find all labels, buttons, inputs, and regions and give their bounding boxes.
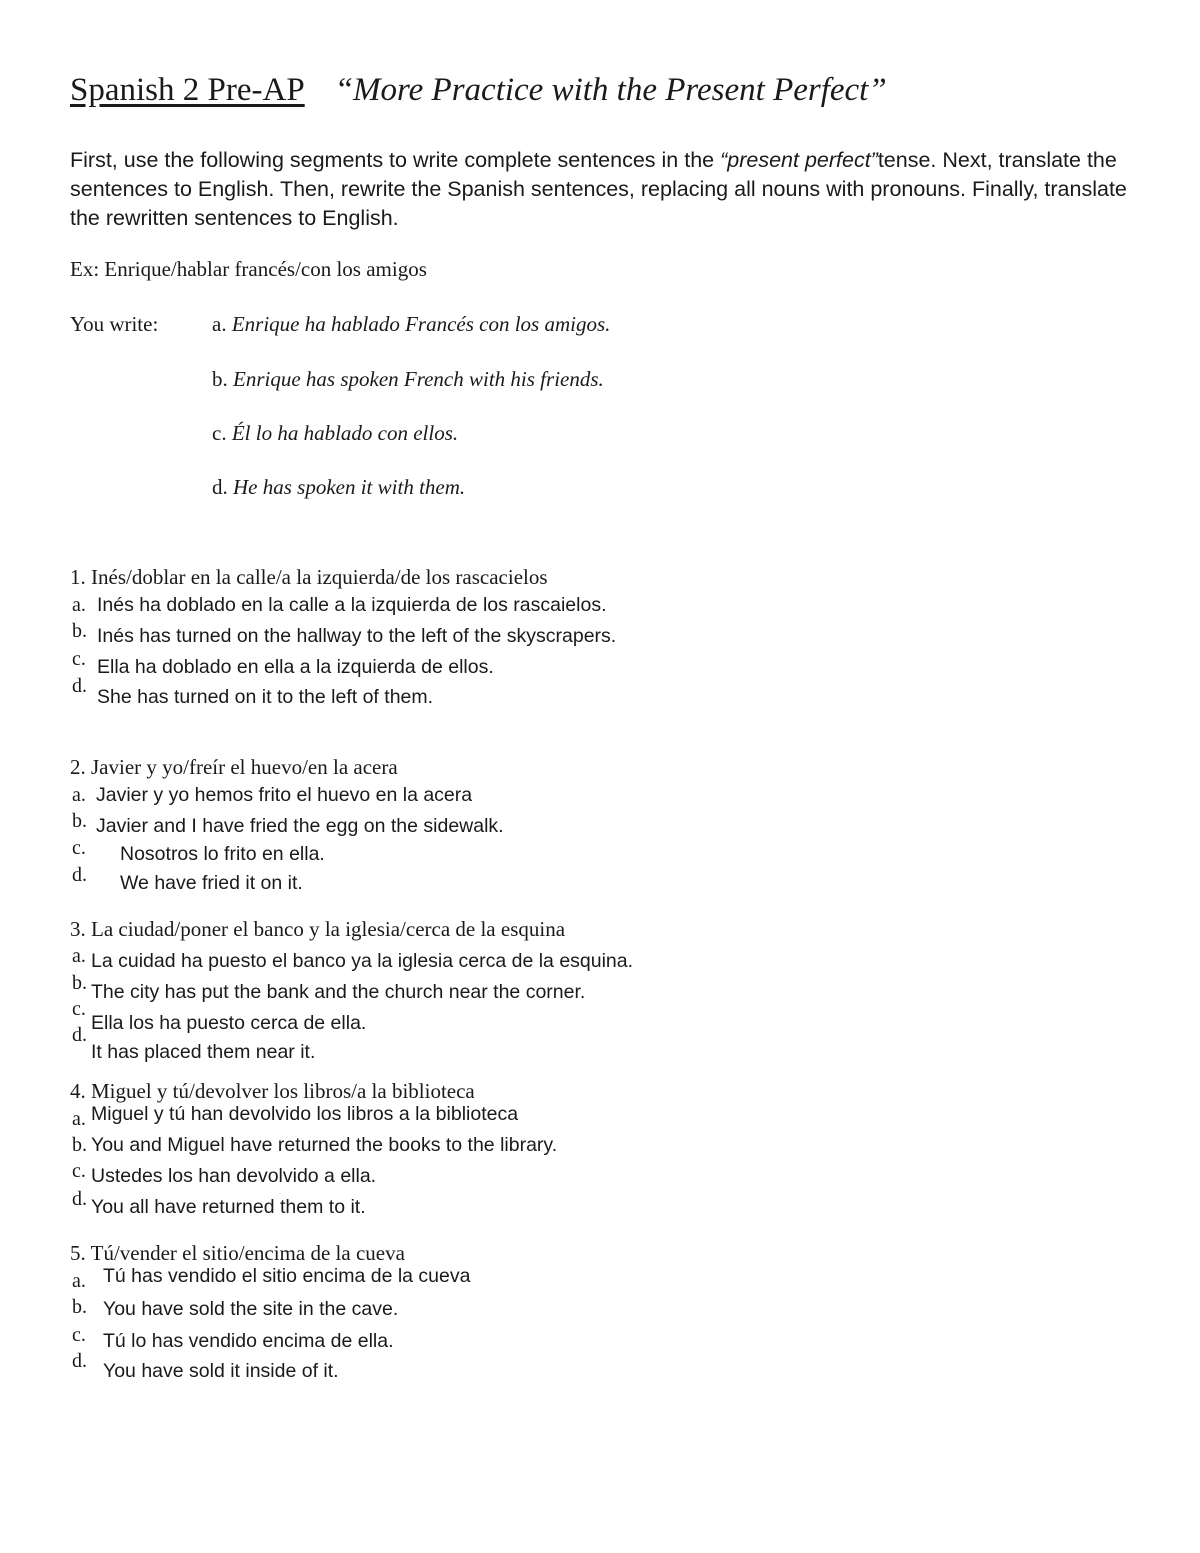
answer-letter: d. — [72, 1350, 87, 1372]
instructions — [70, 146, 1130, 233]
instructions-text-2: tense. Next, translate the sentences to English. Then, rewrite the Spanish sentences, replacing all nouns with pronouns. Finally, translate the rewritten sentences to English. — [70, 148, 1127, 230]
exercise-5-prompt: 5. Tú/vender el sitio/encima de la cueva — [70, 1241, 405, 1265]
example-line-c — [212, 421, 458, 446]
example-line-a — [212, 312, 610, 337]
exercise-2-answer-a: Javier y yo hemos frito el huevo en la acera — [96, 784, 473, 806]
exercise-3-prompt: 3. La ciudad/poner el banco y la iglesia/cerca de la esquina — [70, 917, 566, 941]
exercise-4-answer-a: Miguel y tú han devolvido los libros a la biblioteca — [91, 1103, 519, 1125]
exercise-3-answer-c: Ella los ha puesto cerca de ella. — [91, 1012, 367, 1034]
example-text: Enrique has spoken French with his friends. — [233, 367, 604, 391]
exercise-1-answer-d: She has turned on it to the left of them. — [97, 686, 434, 708]
exercise-3-answer-d: It has placed them near it. — [91, 1041, 316, 1063]
example-text: Él lo ha hablado con ellos. — [231, 421, 459, 445]
exercise-1-answer-c: Ella ha doblado en ella a la izquierda de ellos. — [97, 656, 494, 678]
example-line-d — [212, 475, 465, 500]
answer-letter: a. — [72, 594, 86, 616]
example-prompt: Ex: Enrique/hablar francés/con los amigos — [70, 257, 427, 281]
answer-letter: d. — [72, 1188, 87, 1210]
exercise-2-answer-d: We have fried it on it. — [120, 872, 303, 894]
exercise-5-answer-a: Tú has vendido el sitio encima de la cueva — [103, 1265, 471, 1287]
answer-letter: a. — [72, 784, 86, 806]
answer-letter: b. — [72, 620, 87, 642]
exercise-4-answer-b: You and Miguel have returned the books to the library. — [91, 1134, 558, 1156]
exercise-3-answer-b: The city has put the bank and the church near the corner. — [91, 981, 586, 1003]
exercise-4-answer-d: You all have returned them to it. — [91, 1196, 366, 1218]
answer-letter: d. — [72, 675, 87, 697]
answer-letter: c. — [72, 998, 86, 1020]
example-letter: c. — [212, 421, 227, 445]
answer-letter: c. — [72, 837, 86, 859]
exercise-5-answer-d: You have sold it inside of it. — [103, 1360, 339, 1382]
example-letter: a. — [212, 312, 227, 336]
instructions-text-1: First, use the following segments to write complete sentences in the — [70, 148, 721, 172]
exercise-1-prompt: 1. Inés/doblar en la calle/a la izquierda/de los rascacielos — [70, 565, 548, 589]
page-title — [70, 72, 887, 109]
answer-letter: c. — [72, 1160, 86, 1182]
example-text: He has spoken it with them. — [233, 475, 466, 499]
exercise-4-answer-c: Ustedes los han devolvido a ella. — [91, 1165, 377, 1187]
exercise-3-answer-a: La cuidad ha puesto el banco ya la iglesia cerca de la esquina. — [91, 950, 634, 972]
answer-letter: a. — [72, 1270, 86, 1292]
worksheet-subtitle: “More Practice with the Present Perfect” — [334, 72, 887, 108]
exercise-2-answer-b: Javier and I have fried the egg on the sidewalk. — [96, 815, 504, 837]
you-write-label: You write: — [70, 312, 159, 336]
exercise-2-prompt: 2. Javier y yo/freír el huevo/en la acera — [70, 755, 398, 779]
answer-letter: a. — [72, 945, 86, 967]
exercise-1-answer-a: Inés ha doblado en la calle a la izquierda de los rascaielos. — [97, 594, 607, 616]
answer-letter: b. — [72, 1296, 87, 1318]
course-title: Spanish 2 Pre-AP — [70, 72, 305, 108]
exercise-2-answer-c: Nosotros lo frito en ella. — [120, 843, 325, 865]
example-letter: b. — [212, 367, 228, 391]
exercise-5-answer-c: Tú lo has vendido encima de ella. — [103, 1330, 394, 1352]
exercise-4-prompt: 4. Miguel y tú/devolver los libros/a la biblioteca — [70, 1079, 475, 1103]
instructions-emphasis: “present perfect” — [720, 148, 878, 172]
exercise-5-answer-b: You have sold the site in the cave. — [103, 1298, 399, 1320]
example-letter: d. — [212, 475, 228, 499]
answer-letter: d. — [72, 864, 87, 886]
exercise-1-answer-b: Inés has turned on the hallway to the left of the skyscrapers. — [97, 625, 617, 647]
answer-letter: b. — [72, 810, 87, 832]
answer-letter: d. — [72, 1024, 87, 1046]
answer-letter: b. — [72, 972, 87, 994]
example-line-b — [212, 367, 604, 392]
example-text: Enrique ha hablado Francés con los amigos. — [231, 312, 611, 336]
answer-letter: b. — [72, 1134, 87, 1156]
answer-letter: a. — [72, 1108, 86, 1130]
answer-letter: c. — [72, 648, 86, 670]
answer-letter: c. — [72, 1324, 86, 1346]
